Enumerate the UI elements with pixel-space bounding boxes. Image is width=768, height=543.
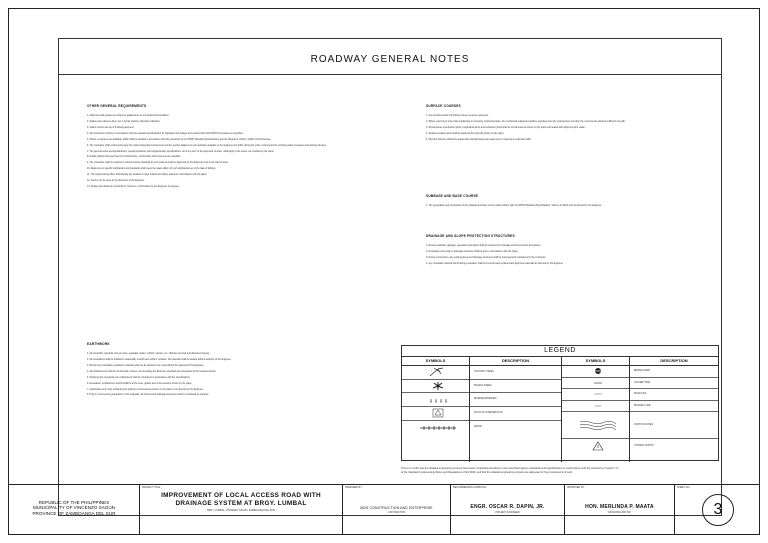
legend-right-symbols xyxy=(562,366,630,462)
certification-text: This is to certify that the detailed engineering surveys have been conducted according to the prescribed agency standards and specifications in conformance with the provisions of section "A" of the Standard Implementing Rules and Regulations of RA 9184, and that the detailed engineering outputs are adequate for the procurement of work. xyxy=(401,467,619,474)
sheet-title: ROADWAY GENERAL NOTES xyxy=(59,46,721,75)
prepared-label: PREPARED BY: xyxy=(345,486,363,489)
note-item: 6. Excavation, embankment and fill shall be at the lines, grades and cross-sections shown on the plans. xyxy=(87,382,193,385)
legend-right-descriptions xyxy=(630,366,718,462)
earthwork-heading: EARTHWORK xyxy=(87,342,110,346)
note-item: 9. The contractor shall be required to submit working drawings at such scale as shall be approved by the Engineer prior to the start of work. xyxy=(87,162,229,165)
prepared-cell xyxy=(343,485,451,535)
drawing-sheet xyxy=(8,8,760,535)
note-item: 6. The contractor shall continuously keep the road undergoing improvement and the section adjacent to such activities available to the Engineer and traffic during the entire contract period, including safety measures and warning devices. xyxy=(87,144,327,147)
drainage-section xyxy=(426,235,626,269)
note-item: 3. During construction, any existing pipes and drainage structures shall be protected and maintained by the contractor. xyxy=(426,256,547,259)
general-requirements-section xyxy=(87,105,379,192)
approved-role: MUNICIPAL MAYOR xyxy=(608,511,631,514)
note-item: 7. Approaches and cross embankments shall be constructed as shown on the plans or as directed by the Engineer. xyxy=(87,388,204,391)
legend-description: COCONUT TREES xyxy=(470,366,561,380)
project-cell xyxy=(140,485,343,535)
surface-courses-section xyxy=(426,105,711,145)
legend-left-symbols xyxy=(402,366,470,462)
note-item: 1. Excess materials, garbage, vegetation and debris shall be cleared from drainage structures before acceptance. xyxy=(426,244,542,247)
note-item: 1. The preparation and compaction of the subbase and base course shall conform with the DPWH Standard Specifications, Volume II (2013) and as directed by the Engineer. xyxy=(426,204,602,207)
sheet-number-label: SHEET NO.: xyxy=(677,486,691,489)
legend-description: CONTOUR LINES xyxy=(630,412,718,439)
note-item: 1. Alignment and grades are subject to adjustments to suit actual field conditions. xyxy=(87,114,170,117)
note-item: 3. All transverse construction joints, longitudinal joints and expansion joints shall be constructed as shown on the plans and sealed with approved joint sealer. xyxy=(426,126,586,129)
legend-description: RICEFIELD/PADDIES xyxy=(470,393,561,407)
tree-icon xyxy=(402,366,469,380)
title-block xyxy=(9,484,759,535)
project-label: PROJECT TITLE: xyxy=(142,486,161,489)
note-item: 13. Design and details are primarily for reference; confirmation by the Engineer is required. xyxy=(87,186,180,189)
legend-col-description-2: DESCRIPTION xyxy=(660,358,688,363)
subbase-section xyxy=(426,195,711,211)
subbase-heading: SUBBASE AND BASE COURSE xyxy=(426,194,479,198)
approved-name: HON. MERLINDA P. MAATA xyxy=(585,504,654,510)
note-item: 1. Use specified class of Portland cement concrete pavement. xyxy=(426,114,489,117)
triangle-point-icon xyxy=(402,407,469,421)
project-title xyxy=(140,485,342,507)
legend-title: LEGEND xyxy=(402,346,718,357)
sheet-number: 3 xyxy=(702,494,734,526)
legend-left-descriptions xyxy=(470,366,562,462)
legend-description: BUILDING LINE xyxy=(630,401,718,413)
legend-header xyxy=(402,357,718,366)
prepared-name: MDS CONSTRUCTION AND ENTERPRISE xyxy=(360,506,433,510)
recommending-cell xyxy=(451,485,565,535)
general-requirements-heading: OTHER GENERAL REQUIREMENTS xyxy=(87,104,147,108)
legend-description: TURNING POINTS xyxy=(634,445,654,447)
agency-line: MUNICIPALITY OF VINCENZO SAGUN xyxy=(32,505,116,511)
legend-description: CULVERT PIPE xyxy=(630,378,718,390)
drainage-heading: DRAINAGE AND SLOPE PROTECTION STRUCTURES xyxy=(426,234,515,238)
fence-icon xyxy=(402,421,469,435)
drawing-frame xyxy=(58,38,722,516)
recommending-label: RECOMMENDING APPROVAL: xyxy=(453,486,488,489)
agency-line: REPUBLIC OF THE PHILIPPINES xyxy=(38,500,110,505)
approved-label: APPROVED BY: xyxy=(567,486,585,489)
surface-courses-heading: SURFACE COURSES xyxy=(426,104,461,108)
legend-col-symbols-2: SYMBOLS xyxy=(562,357,630,365)
rice-field-icon xyxy=(402,393,469,407)
legend-description: POINT OF INTERSECTION xyxy=(470,407,561,421)
warning-sign-icon xyxy=(562,439,629,453)
recommending-role: PROJECT ENGINEER xyxy=(495,511,520,514)
contour-icon xyxy=(562,412,629,439)
subbase-list xyxy=(426,205,711,209)
bridge-icon xyxy=(562,366,629,378)
note-item: 3. Borrow and unsuitable excavation materials shall not be allowed to be used without the approval of the Engineer. xyxy=(87,364,205,367)
note-item: 12. Survey can be done at the discretion of the Engineer. xyxy=(87,180,145,183)
legend-col-description: DESCRIPTION xyxy=(470,357,562,365)
note-item: 5. Stripping and compacting of embankment shall be conducted in accordance with the specifications. xyxy=(87,376,191,379)
note-item: 11. The implementing office shall identify the locations of sign boards and safety features in accordance with the plans. xyxy=(87,174,208,177)
note-item: 4. Weakened plane joints shall be sawed at the intervals shown on the plans. xyxy=(426,132,505,135)
earthwork-list xyxy=(87,353,379,398)
note-item: 8. Prior to commencing preparation of the subgrade, all culverts and drainage structures shall be completed as required. xyxy=(87,394,209,397)
note-item: 5. All joints shall be sufficiently sealed with asphalt based joint sealer prior to opening to vehicular traffic. xyxy=(426,138,532,141)
legend-description: BANANA TREES xyxy=(470,380,561,394)
prepared-role: CONTRACTOR xyxy=(388,511,405,514)
note-item: 4. All construction shall be in accordance with the standard specifications for highways and bridges and revised 2013 and DPWH procedures as specified. xyxy=(87,132,244,135)
culvert-icon xyxy=(562,378,629,390)
house-icon xyxy=(562,401,629,413)
project-title-line: DRAINAGE SYSTEM AT BRGY. LUMBAL xyxy=(175,499,307,507)
general-requirements-list xyxy=(87,115,379,190)
agency-line: PROVINCE OF ZAMBOANGA DEL SUR xyxy=(32,510,116,516)
agency-name xyxy=(9,485,139,516)
note-item: 2. Excavation and repair of drainage structures shall be done in accordance with the plans. xyxy=(426,250,519,253)
project-location: BRGY. LUMBAL, VINCENZO SAGUN, ZAMBOANGA DEL SUR xyxy=(207,509,275,513)
note-item: 10. Reference to specific publications and standards shall mean the latest edition of such publications as of the date of bidding. xyxy=(87,168,216,171)
road-icon xyxy=(562,389,629,401)
surface-courses-list xyxy=(426,115,711,143)
drainage-list xyxy=(426,245,626,267)
legend-table xyxy=(401,345,719,461)
note-item: 4. Any unsuitable material found during excavation shall be removed and replaced with approved materials as directed by the Engineer. xyxy=(426,262,564,265)
note-item: 2. All excavations shall be finished to reasonably smooth and uniform surfaces. No materials shall be wasted without authority of the Engineer. xyxy=(87,358,232,361)
note-item: 1. All unsuitable materials such as roots, vegetable matter, rubbish, stumps, etc. shall be removed and disposed properly. xyxy=(87,352,210,355)
recommending-name: ENGR. OSCAR R. DAPIN, JR. xyxy=(470,504,545,510)
legend-description: ROAD AXIS xyxy=(630,389,718,401)
note-item: 2. Where concrete is to be placed adjoining a previously constructed lane, the mechanical equipment shall be operated upon the existing lane only after the concrete has attained sufficient strength. xyxy=(426,120,626,123)
note-item: 7. The general notes and specifications, special provisions and supplementary specifications, as to any item of the approved contract, shall apply to the extent not modified by the plans. xyxy=(87,150,275,153)
note-item: 3. Station shown are top of finished pavement. xyxy=(87,126,135,129)
note-item: 8. Roads shall be fully kept free from obstructions, construction debris and excess materials. xyxy=(87,156,181,159)
sheet-number-cell xyxy=(675,485,759,535)
note-item: 5. Where no devices are available, traffic shall be handled in accordance with the provisions of the DPWH Standard Specifications and the Manual of Uniform Traffic Control Devices. xyxy=(87,138,272,141)
legend-description: FENCE xyxy=(474,425,482,428)
earthwork-section xyxy=(87,343,379,400)
agency-cell xyxy=(9,485,140,535)
legend-col-symbols: SYMBOLS xyxy=(402,357,470,365)
legend-description: BRIDGE MARK xyxy=(630,366,718,378)
note-item: 4. All embankments shall be constructed in layers not exceeding the thickness specified and compacted to the required density. xyxy=(87,370,217,373)
approved-cell xyxy=(565,485,675,535)
bush-icon xyxy=(402,380,469,394)
project-title-line: IMPROVEMENT OF LOCAL ACCESS ROAD WITH xyxy=(161,492,321,499)
note-item: 2. Stakes and reference lines, set in kinder shall be otherwise indicated. xyxy=(87,120,160,123)
